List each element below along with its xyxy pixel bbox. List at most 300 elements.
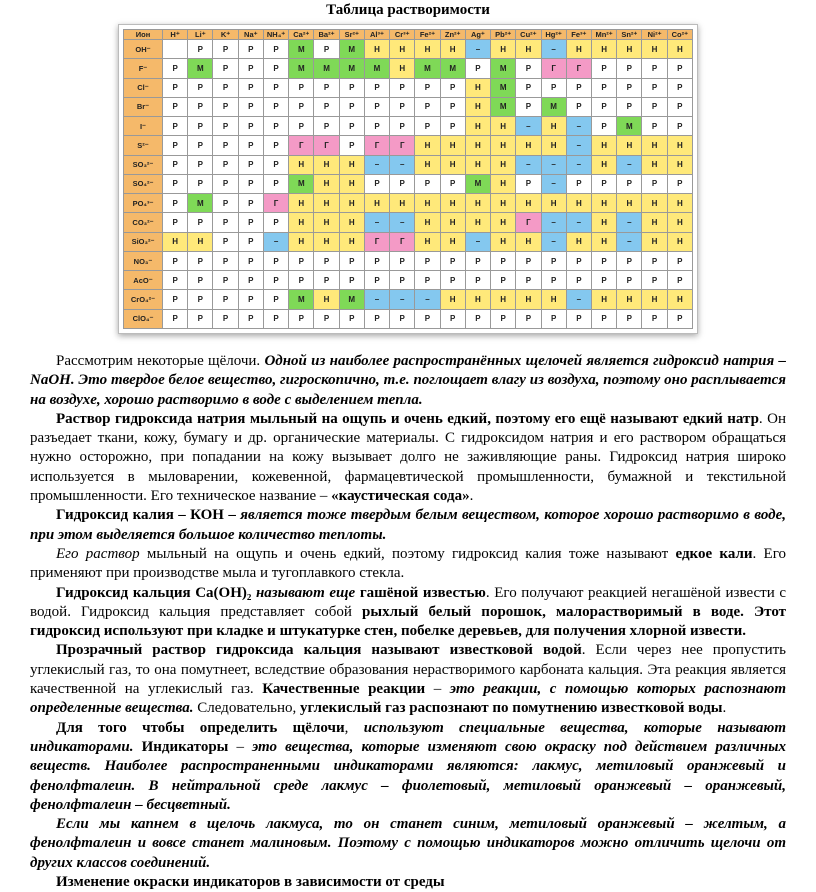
solubility-cell: Н	[465, 194, 490, 213]
solubility-cell: –	[617, 213, 642, 232]
solubility-cell: Р	[440, 174, 465, 193]
solubility-cell: М	[289, 40, 314, 59]
text-run: Прозрачный раствор гидроксида кальция называют известковой водой	[56, 642, 582, 659]
solubility-cell: Р	[566, 271, 591, 290]
solubility-cell: М	[339, 40, 364, 59]
solubility-cell: М	[289, 59, 314, 78]
solubility-cell: Н	[491, 194, 516, 213]
solubility-cell: Р	[163, 97, 188, 116]
text-run: Гидроксид калия – КОН –	[56, 507, 241, 524]
solubility-cell: М	[364, 59, 389, 78]
solubility-cell: Р	[591, 271, 616, 290]
solubility-cell: Р	[364, 271, 389, 290]
solubility-cell: Н	[491, 232, 516, 251]
solubility-cell: Р	[440, 309, 465, 328]
solubility-cell: Р	[591, 251, 616, 270]
paragraph	[30, 584, 786, 642]
solubility-cell: –	[566, 117, 591, 136]
anion-header: SO₃²⁻	[124, 155, 163, 174]
solubility-cell: Н	[667, 194, 692, 213]
solubility-cell: –	[263, 232, 288, 251]
solubility-cell: Н	[642, 290, 667, 309]
table-row	[124, 271, 693, 290]
text-run: лакмуса, то он станет синим, метиловый оранжевый – желтым, а фенолфталеин и вовсе станет малиновым. Поэтому с помощью индикаторов можно отличить щелочи от других классов соединений.	[30, 816, 786, 871]
solubility-cell: Р	[516, 174, 541, 193]
solubility-cell: –	[541, 232, 566, 251]
text-run: Раствор гидроксида натрия мыльный на ощупь и очень едкий, поэтому его ещё называют едкий натр	[56, 410, 759, 427]
solubility-cell: Р	[263, 290, 288, 309]
solubility-cell: Р	[213, 117, 238, 136]
solubility-cell: Н	[642, 136, 667, 155]
text-run: является тоже твердым белым веществом, которое хорошо растворимо в воде, при этом выделяется большое количество теплоты.	[30, 507, 786, 543]
text-run: это реакции, с помощью которых распознают определенные вещества.	[30, 681, 786, 717]
solubility-cell: Н	[667, 232, 692, 251]
solubility-cell: Р	[238, 117, 263, 136]
table-row	[124, 213, 693, 232]
solubility-cell: Н	[314, 232, 339, 251]
cation-header: Co²⁺	[667, 30, 692, 40]
solubility-cell: Р	[440, 97, 465, 116]
text-run: Рассмотрим некоторые щёлочи.	[56, 353, 265, 369]
solubility-cell: Р	[314, 78, 339, 97]
solubility-cell: Р	[213, 174, 238, 193]
solubility-cell: Н	[440, 232, 465, 251]
solubility-cell: Н	[591, 213, 616, 232]
solubility-cell: Н	[339, 155, 364, 174]
solubility-cell: Н	[642, 232, 667, 251]
solubility-cell: Р	[667, 174, 692, 193]
solubility-cell: Н	[314, 194, 339, 213]
solubility-cell: Н	[415, 40, 440, 59]
solubility-cell: Р	[188, 290, 213, 309]
paragraph	[30, 719, 786, 815]
solubility-cell: Р	[263, 59, 288, 78]
solubility-cell: Н	[289, 155, 314, 174]
cation-header: Cu²⁺	[516, 30, 541, 40]
article-body	[30, 352, 786, 892]
solubility-cell: Н	[516, 136, 541, 155]
table-row	[124, 97, 693, 116]
solubility-cell: Р	[566, 251, 591, 270]
solubility-cell: Р	[213, 155, 238, 174]
solubility-cell: Р	[238, 271, 263, 290]
solubility-cell: Р	[364, 78, 389, 97]
solubility-cell: Г	[263, 194, 288, 213]
cation-header: Sr²⁺	[339, 30, 364, 40]
solubility-cell: Н	[314, 213, 339, 232]
solubility-cell: Р	[163, 194, 188, 213]
solubility-cell: Н	[541, 136, 566, 155]
solubility-cell: Н	[465, 97, 490, 116]
solubility-cell: Н	[188, 232, 213, 251]
solubility-cell: Р	[516, 97, 541, 116]
solubility-cell: Г	[314, 136, 339, 155]
solubility-cell: М	[339, 290, 364, 309]
solubility-cell: Н	[516, 290, 541, 309]
text-run: Гидроксид кальция Са(ОН)₂	[56, 584, 256, 601]
solubility-cell: –	[516, 117, 541, 136]
solubility-cell: –	[566, 213, 591, 232]
text-run	[519, 758, 533, 774]
solubility-cell: Н	[642, 40, 667, 59]
solubility-cell: Р	[289, 309, 314, 328]
solubility-cell: Р	[213, 78, 238, 97]
solubility-cell: Н	[516, 194, 541, 213]
solubility-cell: Н	[491, 155, 516, 174]
solubility-cell: М	[465, 174, 490, 193]
solubility-cell: –	[617, 155, 642, 174]
cation-header: Hg²⁺	[541, 30, 566, 40]
solubility-cell: Р	[163, 59, 188, 78]
cation-header: Ag⁺	[465, 30, 490, 40]
solubility-cell: Р	[314, 309, 339, 328]
solubility-cell: Р	[440, 271, 465, 290]
solubility-cell: Р	[213, 40, 238, 59]
solubility-cell: Н	[642, 213, 667, 232]
cation-header: NH₄⁺	[263, 30, 288, 40]
anion-header: F⁻	[124, 59, 163, 78]
solubility-cell: Р	[289, 78, 314, 97]
solubility-cell: Р	[238, 78, 263, 97]
solubility-cell: Н	[339, 194, 364, 213]
solubility-cell: Р	[314, 251, 339, 270]
solubility-cell: Н	[289, 213, 314, 232]
solubility-cell: Н	[591, 290, 616, 309]
solubility-cell: Н	[591, 136, 616, 155]
solubility-cell: Р	[566, 309, 591, 328]
solubility-cell: Р	[263, 136, 288, 155]
solubility-cell: Н	[667, 290, 692, 309]
anion-header: NO₃⁻	[124, 251, 163, 270]
text-run: используют специальные вещества, которые называют индикаторами.	[30, 719, 786, 755]
solubility-cell: Н	[465, 136, 490, 155]
solubility-cell: Н	[364, 40, 389, 59]
solubility-cell: Р	[314, 271, 339, 290]
solubility-cell: Н	[440, 136, 465, 155]
solubility-cell: Н	[491, 290, 516, 309]
text-run: Изменение окраски индикаторов в зависимости от среды	[56, 874, 445, 891]
solubility-cell: Р	[163, 309, 188, 328]
text-run: . Его получают реакцией негашёной извести с водой. Гидроксид кальция представляет собой	[30, 584, 786, 620]
solubility-cell: Р	[642, 174, 667, 193]
solubility-cell: Р	[238, 232, 263, 251]
solubility-cell: –	[364, 213, 389, 232]
cation-header: Cr³⁺	[390, 30, 415, 40]
solubility-cell: Р	[642, 59, 667, 78]
cation-header: Ba²⁺	[314, 30, 339, 40]
anion-header: PO₄³⁻	[124, 194, 163, 213]
solubility-cell: Н	[491, 40, 516, 59]
solubility-cell: Н	[465, 155, 490, 174]
solubility-cell: Н	[617, 194, 642, 213]
table-row	[124, 59, 693, 78]
table-header-row	[124, 30, 693, 40]
cation-header: Sn²⁺	[617, 30, 642, 40]
solubility-cell: М	[541, 97, 566, 116]
solubility-cell: Р	[364, 97, 389, 116]
solubility-cell: Р	[163, 136, 188, 155]
cation-header: Pb²⁺	[491, 30, 516, 40]
solubility-cell: –	[566, 136, 591, 155]
solubility-cell: Р	[617, 271, 642, 290]
solubility-cell: Р	[238, 251, 263, 270]
text-run: мыльный на ощупь и очень едкий, поэтому гидроксид калия тоже называют	[139, 545, 676, 562]
paragraph	[30, 641, 786, 718]
solubility-cell: Р	[642, 117, 667, 136]
solubility-cell: –	[541, 40, 566, 59]
solubility-cell: Р	[465, 59, 490, 78]
text-run: рыхлый белый порошок, малорастворимый в воде. Этот гидроксид используют при кладке и штукатурке стен, побелке деревьев, для получения хлорной извести.	[30, 603, 786, 640]
solubility-cell: Р	[541, 251, 566, 270]
solubility-cell: Р	[516, 59, 541, 78]
solubility-cell: Н	[667, 136, 692, 155]
solubility-cell: Н	[390, 40, 415, 59]
solubility-cell: Р	[566, 97, 591, 116]
solubility-cell: –	[465, 40, 490, 59]
table-row	[124, 155, 693, 174]
solubility-cell: Р	[516, 271, 541, 290]
anion-header: AcO⁻	[124, 271, 163, 290]
solubility-cell: Р	[163, 155, 188, 174]
solubility-cell: Н	[591, 155, 616, 174]
solubility-cell: Г	[289, 136, 314, 155]
solubility-cell: Р	[238, 194, 263, 213]
text-run: лакмус – фиолетовый, метиловый оранжевый – оранжевый, фенолфталеин – бесцветный.	[30, 777, 787, 813]
solubility-cell: Р	[667, 78, 692, 97]
solubility-cell: Н	[642, 194, 667, 213]
solubility-cell: Н	[415, 194, 440, 213]
solubility-cell: Н	[163, 232, 188, 251]
solubility-cell: Н	[516, 232, 541, 251]
solubility-cell: –	[541, 155, 566, 174]
solubility-cell: Н	[390, 194, 415, 213]
anion-header: OH⁻	[124, 40, 163, 59]
solubility-cell: Р	[415, 97, 440, 116]
solubility-table-image	[118, 24, 698, 334]
solubility-cell: Р	[667, 251, 692, 270]
solubility-cell: Р	[642, 271, 667, 290]
solubility-cell: –	[364, 155, 389, 174]
solubility-cell: Н	[465, 290, 490, 309]
solubility-cell: Р	[617, 59, 642, 78]
text-run: .	[469, 488, 474, 505]
solubility-cell: Г	[566, 59, 591, 78]
solubility-cell: Р	[390, 309, 415, 328]
text-run: Одной из наиболее распространённых щелочей является гидроксид натрия – NaOH. Это твердое белое вещество, гигроскопично, т.е. поглощает влагу из воздуха, поэтому оно расплывается на воздухе, хорошо растворимо в воде с выделением тепла.	[30, 353, 786, 408]
solubility-cell: М	[188, 194, 213, 213]
solubility-cell: Р	[213, 213, 238, 232]
solubility-cell: Р	[339, 271, 364, 290]
anion-header: SO₄²⁻	[124, 174, 163, 193]
solubility-cell: Р	[339, 97, 364, 116]
cation-header: Fe³⁺	[566, 30, 591, 40]
solubility-cell: Р	[491, 309, 516, 328]
solubility-cell: Р	[364, 251, 389, 270]
solubility-cell: Р	[339, 309, 364, 328]
paragraph	[30, 545, 786, 584]
solubility-cell: Н	[591, 194, 616, 213]
solubility-cell: Р	[163, 271, 188, 290]
solubility-cell: Н	[440, 194, 465, 213]
cation-header: Ni²⁺	[642, 30, 667, 40]
solubility-cell: –	[364, 290, 389, 309]
solubility-cell: Н	[314, 290, 339, 309]
solubility-cell: Н	[390, 59, 415, 78]
solubility-cell: Р	[238, 290, 263, 309]
solubility-cell: Н	[667, 40, 692, 59]
solubility-cell: Г	[541, 59, 566, 78]
solubility-cell: Р	[263, 97, 288, 116]
paragraph	[30, 352, 786, 410]
solubility-cell: Н	[667, 213, 692, 232]
solubility-cell: Р	[516, 251, 541, 270]
solubility-cell: Н	[591, 232, 616, 251]
solubility-cell: Р	[213, 271, 238, 290]
solubility-cell: М	[491, 78, 516, 97]
solubility-cell: Н	[566, 232, 591, 251]
solubility-cell: Н	[617, 136, 642, 155]
text-run: ,	[344, 719, 364, 736]
solubility-cell: Р	[339, 78, 364, 97]
solubility-cell: Н	[314, 174, 339, 193]
table-row	[124, 136, 693, 155]
solubility-cell: Р	[188, 174, 213, 193]
solubility-cell: Н	[289, 194, 314, 213]
solubility-cell: Р	[188, 78, 213, 97]
solubility-cell: Р	[566, 78, 591, 97]
solubility-cell: Р	[238, 174, 263, 193]
anion-header: I⁻	[124, 117, 163, 136]
solubility-cell: Р	[390, 78, 415, 97]
text-run: гашёной известью	[359, 584, 486, 601]
solubility-cell: Н	[541, 290, 566, 309]
anion-header: SiO₃²⁻	[124, 232, 163, 251]
solubility-cell: Н	[440, 290, 465, 309]
table-row	[124, 251, 693, 270]
table-row	[124, 290, 693, 309]
solubility-cell: М	[491, 59, 516, 78]
solubility-cell: Р	[642, 251, 667, 270]
solubility-cell: Н	[339, 232, 364, 251]
text-run: . Он разъедает ткани, кожу, бумагу и др. органические материалы. С гидроксидом натрия и его раствором обращаться нужно осторожно, при попадании на кожу вызывает долго не заживляющие раны. Гидроксид натрия широко используется в мыловарении, кожевенной, фармацевтической промышленности, бумажной и текстильной промышленности. Его техническое название –	[30, 410, 786, 505]
solubility-cell: Н	[314, 155, 339, 174]
solubility-cell: Р	[263, 155, 288, 174]
solubility-cell	[163, 40, 188, 59]
text-run: называют еще	[255, 584, 360, 601]
solubility-cell: Р	[667, 271, 692, 290]
table-row	[124, 232, 693, 251]
text-run: Следовательно,	[193, 700, 301, 717]
table-row	[124, 194, 693, 213]
solubility-cell: Р	[263, 251, 288, 270]
solubility-cell: Н	[440, 213, 465, 232]
solubility-cell: Р	[465, 309, 490, 328]
solubility-cell: Р	[263, 213, 288, 232]
solubility-cell: Р	[541, 271, 566, 290]
solubility-cell: М	[289, 290, 314, 309]
solubility-cell: Р	[213, 290, 238, 309]
solubility-cell: Р	[238, 59, 263, 78]
solubility-cell: Р	[390, 251, 415, 270]
solubility-cell: Р	[390, 97, 415, 116]
solubility-cell: Р	[238, 40, 263, 59]
solubility-cell: Г	[364, 136, 389, 155]
solubility-cell: Р	[617, 309, 642, 328]
solubility-cell: М	[314, 59, 339, 78]
solubility-cell: М	[289, 174, 314, 193]
solubility-cell: Р	[591, 309, 616, 328]
solubility-cell: Р	[591, 78, 616, 97]
solubility-cell: Н	[289, 232, 314, 251]
solubility-cell: Н	[566, 194, 591, 213]
text-run: Качественные реакции	[262, 681, 426, 698]
solubility-cell: Р	[339, 251, 364, 270]
solubility-cell: –	[541, 213, 566, 232]
solubility-cell: –	[390, 155, 415, 174]
solubility-cell: Р	[642, 97, 667, 116]
text-run: . Если через нее пропустить углекислый газ, то она помутнеет, вследствие образования нерастворимого карбоната кальция. Эта реакция является качественной на углекислый газ.	[30, 642, 786, 698]
paragraph	[30, 815, 786, 873]
solubility-cell: Н	[667, 155, 692, 174]
solubility-cell: Р	[415, 174, 440, 193]
solubility-cell: Р	[642, 309, 667, 328]
solubility-cell: Р	[591, 117, 616, 136]
solubility-cell: Р	[238, 136, 263, 155]
table-row	[124, 309, 693, 328]
solubility-cell: Р	[465, 251, 490, 270]
solubility-cell: –	[415, 290, 440, 309]
anion-header: Cl⁻	[124, 78, 163, 97]
solubility-cell: Р	[617, 97, 642, 116]
solubility-cell: Р	[213, 232, 238, 251]
cation-header: Zn²⁺	[440, 30, 465, 40]
solubility-cell: Н	[415, 155, 440, 174]
solubility-cell: Р	[415, 271, 440, 290]
solubility-cell: Р	[667, 59, 692, 78]
text-run	[135, 778, 148, 794]
solubility-cell: Р	[238, 213, 263, 232]
solubility-cell: Р	[617, 251, 642, 270]
solubility-cell: Н	[491, 136, 516, 155]
solubility-cell: Р	[163, 117, 188, 136]
solubility-cell: Н	[364, 194, 389, 213]
solubility-cell: Р	[667, 97, 692, 116]
solubility-cell: Р	[188, 309, 213, 328]
solubility-cell: Р	[642, 78, 667, 97]
solubility-cell: Р	[364, 309, 389, 328]
table-row	[124, 40, 693, 59]
text-run: «каустическая сода»	[331, 488, 470, 505]
cation-header: Ca²⁺	[289, 30, 314, 40]
solubility-cell: Н	[415, 136, 440, 155]
solubility-cell: Р	[188, 213, 213, 232]
text-run: В нейтральной среде	[148, 777, 309, 794]
text-run: Для того чтобы определить щёлочи	[56, 719, 345, 736]
solubility-cell: –	[390, 213, 415, 232]
solubility-cell: Г	[516, 213, 541, 232]
solubility-cell: Р	[188, 117, 213, 136]
solubility-cell: Р	[440, 117, 465, 136]
cation-header: Fe²⁺	[415, 30, 440, 40]
table-row	[124, 174, 693, 193]
solubility-cell: Н	[541, 117, 566, 136]
solubility-cell: Р	[339, 117, 364, 136]
solubility-cell: Р	[213, 97, 238, 116]
cation-header: Na⁺	[238, 30, 263, 40]
anion-header: Br⁻	[124, 97, 163, 116]
anion-header: CO₃²⁻	[124, 213, 163, 232]
solubility-cell: Р	[263, 117, 288, 136]
